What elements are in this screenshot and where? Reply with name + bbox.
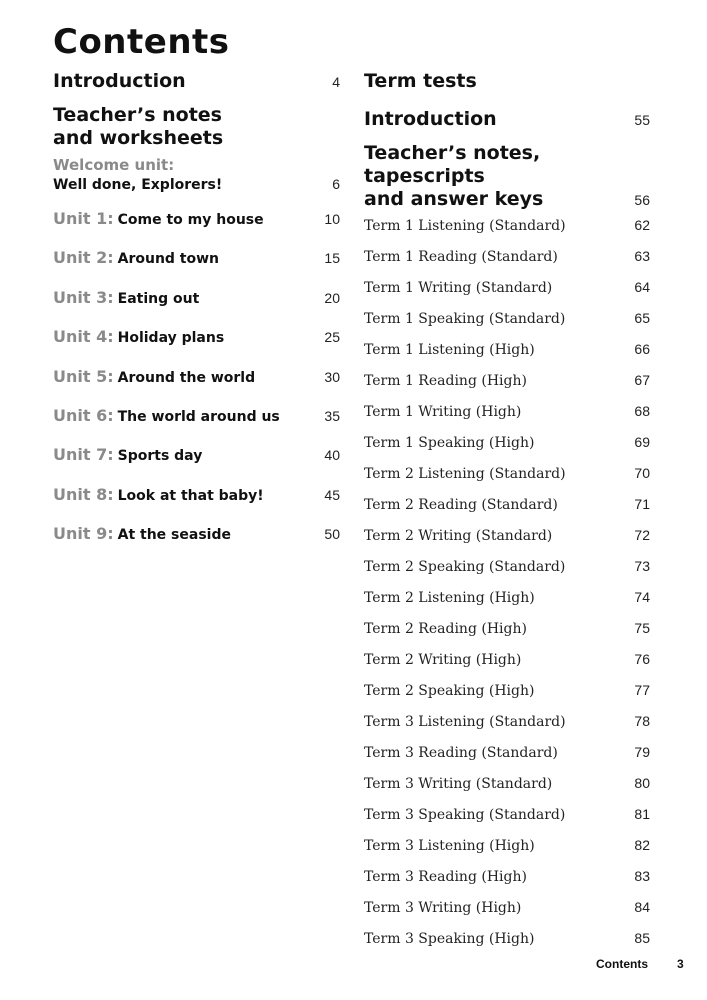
unit-title: Sports day bbox=[117, 448, 203, 465]
entry-label: Term 3 Reading (Standard) bbox=[364, 745, 558, 761]
entry-page: 55 bbox=[634, 112, 650, 128]
entry-label: Term 2 Listening (Standard) bbox=[364, 466, 566, 482]
entry-page: 70 bbox=[634, 465, 650, 481]
term-list bbox=[364, 217, 650, 961]
unit-title: Eating out bbox=[117, 290, 200, 307]
entry-page: 10 bbox=[324, 211, 340, 227]
entry-page: 40 bbox=[324, 447, 340, 464]
entry-label: Term 2 Writing (High) bbox=[364, 652, 522, 668]
entry-label: Term 1 Reading (Standard) bbox=[364, 249, 558, 265]
entry-label: Term 1 Listening (High) bbox=[364, 342, 535, 358]
toc-entry-unit[interactable] bbox=[53, 406, 340, 445]
toc-entry-unit[interactable] bbox=[53, 248, 340, 287]
toc-entry-term-test[interactable] bbox=[364, 248, 650, 279]
entry-page: 80 bbox=[634, 775, 650, 791]
toc-entry-unit[interactable] bbox=[53, 485, 340, 524]
section-heading-term-tests: Term tests bbox=[364, 70, 477, 92]
toc-entry-term-test[interactable] bbox=[364, 806, 650, 837]
unit-title: Holiday plans bbox=[117, 330, 225, 347]
entry-label: Term 2 Speaking (High) bbox=[364, 683, 535, 699]
toc-entry-term-test[interactable] bbox=[364, 372, 650, 403]
entry-label: Term 3 Writing (Standard) bbox=[364, 776, 553, 792]
heading-line: Teacher’s notes, tapescripts bbox=[364, 142, 541, 187]
unit-title: Around the world bbox=[117, 369, 256, 386]
entry-page: 69 bbox=[634, 434, 650, 450]
entry-label: Term 3 Writing (High) bbox=[364, 900, 522, 916]
entry-page: 66 bbox=[634, 341, 650, 357]
right-column bbox=[364, 70, 650, 961]
entry-page: 65 bbox=[634, 310, 650, 326]
unit-number: Unit 5: bbox=[53, 366, 114, 386]
entry-label: Term 2 Writing (Standard) bbox=[364, 528, 553, 544]
entry-label: Term 3 Speaking (High) bbox=[364, 931, 535, 947]
entry-page: 25 bbox=[324, 329, 340, 346]
unit-title: Around town bbox=[117, 251, 220, 268]
entry-label: Term 1 Speaking (High) bbox=[364, 435, 535, 451]
entry-page: 56 bbox=[634, 192, 650, 208]
toc-entry-unit[interactable] bbox=[53, 445, 340, 484]
entry-label: Term 2 Reading (Standard) bbox=[364, 497, 558, 513]
entry-page: 74 bbox=[634, 589, 650, 605]
unit-title: The world around us bbox=[117, 408, 280, 425]
entry-label: Term 3 Listening (Standard) bbox=[364, 714, 566, 730]
entry-page: 15 bbox=[324, 250, 340, 267]
toc-entry-term-test[interactable] bbox=[364, 527, 650, 558]
unit-number: Unit 1: bbox=[53, 209, 114, 228]
entry-page: 67 bbox=[634, 372, 650, 388]
entry-page: 75 bbox=[634, 620, 650, 636]
entry-page: 81 bbox=[634, 806, 650, 822]
toc-entry-unit[interactable] bbox=[53, 524, 340, 563]
entry-page: 77 bbox=[634, 682, 650, 698]
unit-number: Unit 6: bbox=[53, 405, 114, 425]
entry-page: 85 bbox=[634, 930, 650, 946]
entry-label: Introduction bbox=[364, 108, 497, 130]
unit-number: Unit 4: bbox=[53, 327, 114, 347]
toc-entry-term-test[interactable] bbox=[364, 899, 650, 930]
toc-entry-welcome[interactable] bbox=[53, 156, 340, 193]
entry-label: Term 3 Reading (High) bbox=[364, 869, 527, 885]
toc-entry-term-test[interactable] bbox=[364, 403, 650, 434]
unit-number: Unit 2: bbox=[53, 248, 114, 268]
entry-label: Term 3 Listening (High) bbox=[364, 838, 535, 854]
entry-label: Term 1 Reading (High) bbox=[364, 373, 527, 389]
entry-page: 30 bbox=[324, 368, 340, 385]
entry-page: 82 bbox=[634, 837, 650, 853]
entry-label: Term 1 Listening (Standard) bbox=[364, 218, 566, 234]
entry-label: Term 2 Listening (High) bbox=[364, 590, 535, 606]
entry-page: 62 bbox=[634, 217, 650, 233]
toc-entry-unit[interactable] bbox=[53, 209, 340, 248]
entry-page: 78 bbox=[634, 713, 650, 729]
unit-number: Unit 9: bbox=[53, 524, 114, 544]
unit-title: Look at that baby! bbox=[117, 487, 264, 504]
entry-page: 64 bbox=[634, 279, 650, 295]
entry-page: 76 bbox=[634, 651, 650, 667]
footer-page-number: 3 bbox=[677, 957, 684, 971]
entry-page: 6 bbox=[332, 176, 340, 192]
entry-page: 83 bbox=[634, 868, 650, 884]
unit-number: Unit 7: bbox=[53, 445, 114, 465]
toc-entry-introduction[interactable] bbox=[53, 70, 340, 92]
footer-label: Contents bbox=[596, 957, 648, 971]
section-heading-teachers-notes bbox=[53, 104, 340, 150]
entry-page: 79 bbox=[634, 744, 650, 760]
entry-page: 35 bbox=[324, 407, 340, 424]
toc-entry-term-test[interactable] bbox=[364, 558, 650, 589]
unit-number: Unit 8: bbox=[53, 484, 114, 504]
toc-entry-term-test[interactable] bbox=[364, 310, 650, 341]
heading-line: and worksheets bbox=[53, 127, 224, 149]
toc-entry-term-test[interactable] bbox=[364, 279, 650, 310]
entry-page: 68 bbox=[634, 403, 650, 419]
toc-entry-term-test[interactable] bbox=[364, 713, 650, 744]
left-column bbox=[53, 70, 340, 564]
entry-page: 72 bbox=[634, 527, 650, 543]
page-title: Contents bbox=[53, 22, 230, 62]
unit-title: At the seaside bbox=[117, 527, 231, 544]
toc-entry-term-test[interactable] bbox=[364, 682, 650, 713]
toc-entry-term-test[interactable] bbox=[364, 620, 650, 651]
toc-entry-term-test[interactable] bbox=[364, 775, 650, 806]
toc-entry-term-test[interactable] bbox=[364, 837, 650, 868]
entry-page: 4 bbox=[332, 74, 340, 90]
entry-label: Well done, Explorers! bbox=[53, 177, 223, 193]
toc-entry-term-test[interactable] bbox=[364, 651, 650, 682]
entry-label: Term 2 Speaking (Standard) bbox=[364, 559, 566, 575]
toc-entry-unit[interactable] bbox=[53, 367, 340, 406]
toc-entry-introduction[interactable] bbox=[364, 108, 650, 130]
entry-label: Introduction bbox=[53, 70, 186, 92]
toc-entry-term-test[interactable] bbox=[364, 465, 650, 496]
unit-number: Unit 3: bbox=[53, 287, 114, 307]
entry-label: Term 1 Writing (Standard) bbox=[364, 280, 553, 296]
entry-page: 45 bbox=[324, 486, 340, 503]
entry-label: Term 1 Speaking (Standard) bbox=[364, 311, 566, 327]
heading-line: Teacher’s notes bbox=[53, 104, 222, 126]
toc-entry-unit[interactable] bbox=[53, 327, 340, 366]
unit-title: Come to my house bbox=[117, 212, 264, 228]
toc-entry-teachers-notes[interactable] bbox=[364, 142, 650, 211]
welcome-label: Welcome unit: bbox=[53, 156, 175, 174]
entry-page: 20 bbox=[324, 289, 340, 306]
entry-page: 50 bbox=[324, 526, 340, 543]
entry-page: 71 bbox=[634, 496, 650, 512]
unit-list bbox=[53, 209, 340, 564]
toc-entry-term-test[interactable] bbox=[364, 496, 650, 527]
toc-entry-term-test[interactable] bbox=[364, 217, 650, 248]
entry-page: 63 bbox=[634, 248, 650, 264]
toc-entry-term-test[interactable] bbox=[364, 744, 650, 775]
entry-page: 84 bbox=[634, 899, 650, 915]
toc-entry-term-test[interactable] bbox=[364, 589, 650, 620]
toc-entry-term-test[interactable] bbox=[364, 434, 650, 465]
toc-entry-term-test[interactable] bbox=[364, 868, 650, 899]
heading-line: and answer keys bbox=[364, 188, 544, 210]
toc-entry-term-test[interactable] bbox=[364, 341, 650, 372]
toc-entry-unit[interactable] bbox=[53, 288, 340, 327]
entry-label: Term 3 Speaking (Standard) bbox=[364, 807, 566, 823]
entry-label: Term 1 Writing (High) bbox=[364, 404, 522, 420]
entry-label: Term 2 Reading (High) bbox=[364, 621, 527, 637]
entry-page: 73 bbox=[634, 558, 650, 574]
